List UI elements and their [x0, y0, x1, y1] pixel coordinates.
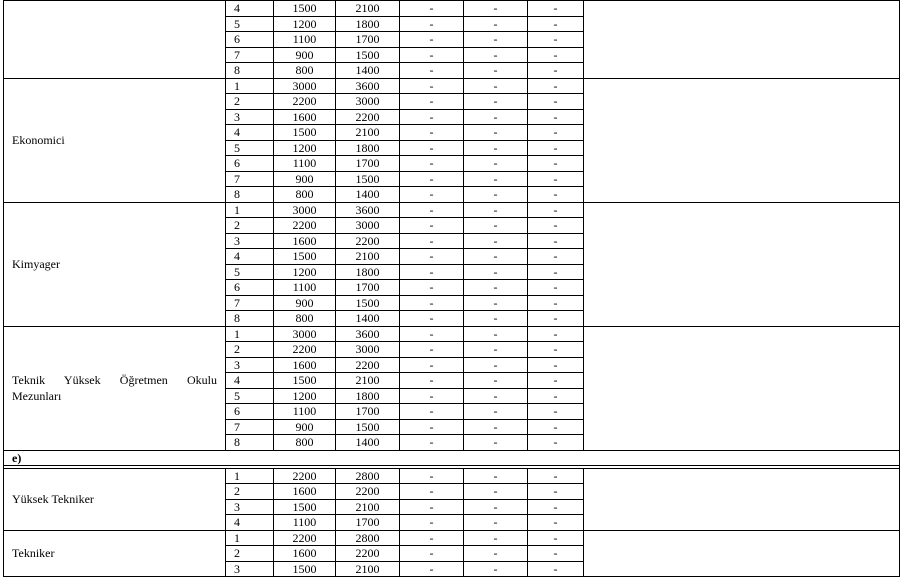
max-salary-cell: 3000: [336, 218, 400, 234]
degree-cell: 1: [226, 78, 274, 94]
value-cell-2: -: [464, 140, 528, 156]
degree-cell: 7: [226, 47, 274, 63]
value-cell-1: -: [400, 233, 464, 249]
value-cell-3: -: [528, 78, 584, 94]
value-cell-3: -: [528, 295, 584, 311]
value-cell-3: -: [528, 546, 584, 562]
degree-cell: 1: [226, 468, 274, 484]
min-salary-cell: 1200: [274, 264, 336, 280]
value-cell-3: -: [528, 484, 584, 500]
degree-cell: 6: [226, 32, 274, 48]
value-cell-1: -: [400, 468, 464, 484]
min-salary-cell: 1100: [274, 32, 336, 48]
max-salary-cell: 1400: [336, 187, 400, 203]
value-cell-1: -: [400, 388, 464, 404]
value-cell-3: -: [528, 32, 584, 48]
value-cell-3: -: [528, 404, 584, 420]
degree-cell: 2: [226, 342, 274, 358]
value-cell-1: -: [400, 63, 464, 79]
min-salary-cell: 1600: [274, 546, 336, 562]
value-cell-1: -: [400, 515, 464, 531]
value-cell-2: -: [464, 404, 528, 420]
document-page: [3, 0, 899, 577]
value-cell-3: -: [528, 561, 584, 577]
value-cell-2: -: [464, 342, 528, 358]
value-cell-2: -: [464, 171, 528, 187]
table-row: [4, 202, 900, 218]
degree-cell: 3: [226, 357, 274, 373]
max-salary-cell: 2200: [336, 546, 400, 562]
max-salary-cell: 3600: [336, 326, 400, 342]
min-salary-cell: 800: [274, 311, 336, 327]
min-salary-cell: 2200: [274, 218, 336, 234]
occupation-cell: Yüksek Tekniker: [4, 468, 226, 530]
table-row: [4, 78, 900, 94]
value-cell-1: -: [400, 326, 464, 342]
value-cell-1: -: [400, 373, 464, 389]
value-cell-3: -: [528, 16, 584, 32]
degree-cell: 5: [226, 388, 274, 404]
table-row: [4, 530, 900, 546]
degree-cell: 8: [226, 63, 274, 79]
degree-cell: 2: [226, 484, 274, 500]
max-salary-cell: 1700: [336, 156, 400, 172]
value-cell-3: -: [528, 156, 584, 172]
max-salary-cell: 1700: [336, 280, 400, 296]
degree-cell: 7: [226, 171, 274, 187]
min-salary-cell: 2200: [274, 530, 336, 546]
table-row: [4, 468, 900, 484]
value-cell-2: -: [464, 468, 528, 484]
value-cell-3: -: [528, 311, 584, 327]
degree-cell: 4: [226, 249, 274, 265]
value-cell-3: -: [528, 468, 584, 484]
section-row-group: [4, 450, 900, 468]
value-cell-2: -: [464, 484, 528, 500]
value-cell-2: -: [464, 515, 528, 531]
value-cell-1: -: [400, 125, 464, 141]
min-salary-cell: 800: [274, 435, 336, 451]
max-salary-cell: 2200: [336, 357, 400, 373]
degree-cell: 1: [226, 530, 274, 546]
remarks-cell: [584, 468, 900, 530]
value-cell-1: -: [400, 546, 464, 562]
max-salary-cell: 3600: [336, 202, 400, 218]
value-cell-2: -: [464, 156, 528, 172]
remarks-cell: [584, 326, 900, 450]
max-salary-cell: 1800: [336, 388, 400, 404]
min-salary-cell: 1200: [274, 140, 336, 156]
value-cell-1: -: [400, 47, 464, 63]
value-cell-1: -: [400, 435, 464, 451]
value-cell-1: -: [400, 404, 464, 420]
occupation-cell: Kimyager: [4, 202, 226, 326]
table-row: [4, 1, 900, 17]
max-salary-cell: 1400: [336, 435, 400, 451]
value-cell-3: -: [528, 373, 584, 389]
value-cell-3: -: [528, 388, 584, 404]
max-salary-cell: 1800: [336, 140, 400, 156]
value-cell-2: -: [464, 109, 528, 125]
max-salary-cell: 1400: [336, 63, 400, 79]
value-cell-2: -: [464, 264, 528, 280]
table-body-bottom: [4, 468, 900, 577]
value-cell-2: -: [464, 187, 528, 203]
value-cell-2: -: [464, 357, 528, 373]
value-cell-3: -: [528, 125, 584, 141]
min-salary-cell: 900: [274, 47, 336, 63]
min-salary-cell: 800: [274, 187, 336, 203]
min-salary-cell: 3000: [274, 202, 336, 218]
min-salary-cell: 900: [274, 171, 336, 187]
value-cell-1: -: [400, 171, 464, 187]
table-row: [4, 326, 900, 342]
max-salary-cell: 2100: [336, 249, 400, 265]
max-salary-cell: 1500: [336, 419, 400, 435]
degree-cell: 4: [226, 515, 274, 531]
degree-cell: 8: [226, 187, 274, 203]
degree-cell: 7: [226, 419, 274, 435]
degree-cell: 6: [226, 404, 274, 420]
degree-cell: 2: [226, 546, 274, 562]
value-cell-2: -: [464, 546, 528, 562]
value-cell-2: -: [464, 125, 528, 141]
min-salary-cell: 800: [274, 63, 336, 79]
max-salary-cell: 2800: [336, 530, 400, 546]
value-cell-3: -: [528, 109, 584, 125]
value-cell-1: -: [400, 16, 464, 32]
max-salary-cell: 2100: [336, 1, 400, 17]
value-cell-1: -: [400, 140, 464, 156]
value-cell-2: -: [464, 1, 528, 17]
value-cell-3: -: [528, 249, 584, 265]
value-cell-1: -: [400, 264, 464, 280]
value-cell-3: -: [528, 419, 584, 435]
value-cell-2: -: [464, 47, 528, 63]
value-cell-1: -: [400, 156, 464, 172]
max-salary-cell: 2100: [336, 561, 400, 577]
value-cell-1: -: [400, 530, 464, 546]
max-salary-cell: 1700: [336, 515, 400, 531]
degree-cell: 5: [226, 264, 274, 280]
value-cell-1: -: [400, 218, 464, 234]
max-salary-cell: 3000: [336, 94, 400, 110]
max-salary-cell: 1700: [336, 32, 400, 48]
max-salary-cell: 2100: [336, 499, 400, 515]
value-cell-2: -: [464, 435, 528, 451]
min-salary-cell: 1500: [274, 1, 336, 17]
value-cell-2: -: [464, 32, 528, 48]
value-cell-2: -: [464, 78, 528, 94]
min-salary-cell: 1600: [274, 233, 336, 249]
value-cell-2: -: [464, 295, 528, 311]
table-body-top: [4, 1, 900, 451]
min-salary-cell: 1500: [274, 249, 336, 265]
value-cell-3: -: [528, 171, 584, 187]
min-salary-cell: 1600: [274, 357, 336, 373]
value-cell-3: -: [528, 187, 584, 203]
remarks-cell: [584, 202, 900, 326]
min-salary-cell: 1600: [274, 109, 336, 125]
degree-cell: 6: [226, 280, 274, 296]
min-salary-cell: 1100: [274, 515, 336, 531]
max-salary-cell: 1400: [336, 311, 400, 327]
degree-cell: 7: [226, 295, 274, 311]
min-salary-cell: 3000: [274, 78, 336, 94]
min-salary-cell: 2200: [274, 342, 336, 358]
value-cell-2: -: [464, 280, 528, 296]
max-salary-cell: 2100: [336, 125, 400, 141]
value-cell-3: -: [528, 233, 584, 249]
value-cell-3: -: [528, 1, 584, 17]
value-cell-3: -: [528, 280, 584, 296]
value-cell-2: -: [464, 94, 528, 110]
degree-cell: 4: [226, 1, 274, 17]
min-salary-cell: 1100: [274, 156, 336, 172]
value-cell-1: -: [400, 1, 464, 17]
occupation-cell: Teknik Yüksek Öğretmen Okulu Mezunları: [4, 326, 226, 450]
value-cell-2: -: [464, 388, 528, 404]
max-salary-cell: 1800: [336, 264, 400, 280]
value-cell-3: -: [528, 530, 584, 546]
degree-cell: 2: [226, 218, 274, 234]
value-cell-1: -: [400, 561, 464, 577]
value-cell-3: -: [528, 202, 584, 218]
max-salary-cell: 1500: [336, 171, 400, 187]
degree-cell: 4: [226, 373, 274, 389]
value-cell-1: -: [400, 94, 464, 110]
value-cell-2: -: [464, 561, 528, 577]
min-salary-cell: 1200: [274, 16, 336, 32]
value-cell-1: -: [400, 187, 464, 203]
max-salary-cell: 2200: [336, 233, 400, 249]
value-cell-3: -: [528, 357, 584, 373]
value-cell-1: -: [400, 109, 464, 125]
min-salary-cell: 1500: [274, 373, 336, 389]
value-cell-2: -: [464, 63, 528, 79]
value-cell-1: -: [400, 280, 464, 296]
value-cell-2: -: [464, 202, 528, 218]
max-salary-cell: 1500: [336, 47, 400, 63]
max-salary-cell: 3000: [336, 342, 400, 358]
value-cell-2: -: [464, 249, 528, 265]
min-salary-cell: 1600: [274, 484, 336, 500]
degree-cell: 8: [226, 435, 274, 451]
value-cell-1: -: [400, 499, 464, 515]
degree-cell: 8: [226, 311, 274, 327]
degree-cell: 5: [226, 140, 274, 156]
value-cell-1: -: [400, 484, 464, 500]
degree-cell: 3: [226, 561, 274, 577]
value-cell-2: -: [464, 16, 528, 32]
value-cell-3: -: [528, 435, 584, 451]
value-cell-1: -: [400, 32, 464, 48]
value-cell-3: -: [528, 47, 584, 63]
min-salary-cell: 1100: [274, 404, 336, 420]
value-cell-3: -: [528, 326, 584, 342]
degree-cell: 5: [226, 16, 274, 32]
value-cell-3: -: [528, 515, 584, 531]
value-cell-1: -: [400, 357, 464, 373]
max-salary-cell: 2200: [336, 109, 400, 125]
value-cell-1: -: [400, 249, 464, 265]
value-cell-2: -: [464, 530, 528, 546]
remarks-cell: [584, 1, 900, 79]
remarks-cell: [584, 78, 900, 202]
salary-scale-table: [3, 0, 900, 577]
remarks-cell: [584, 530, 900, 577]
degree-cell: 6: [226, 156, 274, 172]
degree-cell: 1: [226, 326, 274, 342]
value-cell-3: -: [528, 63, 584, 79]
degree-cell: 2: [226, 94, 274, 110]
value-cell-1: -: [400, 311, 464, 327]
degree-cell: 3: [226, 499, 274, 515]
max-salary-cell: 3600: [336, 78, 400, 94]
min-salary-cell: 900: [274, 419, 336, 435]
max-salary-cell: 1800: [336, 16, 400, 32]
occupation-cell: Tekniker: [4, 530, 226, 577]
value-cell-3: -: [528, 342, 584, 358]
max-salary-cell: 2100: [336, 373, 400, 389]
value-cell-3: -: [528, 499, 584, 515]
value-cell-2: -: [464, 419, 528, 435]
value-cell-2: -: [464, 326, 528, 342]
min-salary-cell: 1200: [274, 388, 336, 404]
value-cell-2: -: [464, 233, 528, 249]
max-salary-cell: 2200: [336, 484, 400, 500]
value-cell-3: -: [528, 94, 584, 110]
value-cell-2: -: [464, 311, 528, 327]
min-salary-cell: 2200: [274, 468, 336, 484]
max-salary-cell: 2800: [336, 468, 400, 484]
min-salary-cell: 1500: [274, 125, 336, 141]
min-salary-cell: 1100: [274, 280, 336, 296]
min-salary-cell: 3000: [274, 326, 336, 342]
occupation-cell: [4, 1, 226, 79]
value-cell-1: -: [400, 78, 464, 94]
occupation-cell: Ekonomici: [4, 78, 226, 202]
value-cell-1: -: [400, 419, 464, 435]
section-header-row: [4, 450, 900, 465]
value-cell-3: -: [528, 140, 584, 156]
degree-cell: 1: [226, 202, 274, 218]
value-cell-3: -: [528, 264, 584, 280]
value-cell-2: -: [464, 499, 528, 515]
value-cell-1: -: [400, 202, 464, 218]
value-cell-2: -: [464, 373, 528, 389]
value-cell-2: -: [464, 218, 528, 234]
degree-cell: 4: [226, 125, 274, 141]
max-salary-cell: 1500: [336, 295, 400, 311]
section-label: e): [4, 450, 900, 465]
min-salary-cell: 900: [274, 295, 336, 311]
min-salary-cell: 2200: [274, 94, 336, 110]
min-salary-cell: 1500: [274, 561, 336, 577]
min-salary-cell: 1500: [274, 499, 336, 515]
max-salary-cell: 1700: [336, 404, 400, 420]
degree-cell: 3: [226, 233, 274, 249]
value-cell-1: -: [400, 295, 464, 311]
value-cell-1: -: [400, 342, 464, 358]
degree-cell: 3: [226, 109, 274, 125]
value-cell-3: -: [528, 218, 584, 234]
